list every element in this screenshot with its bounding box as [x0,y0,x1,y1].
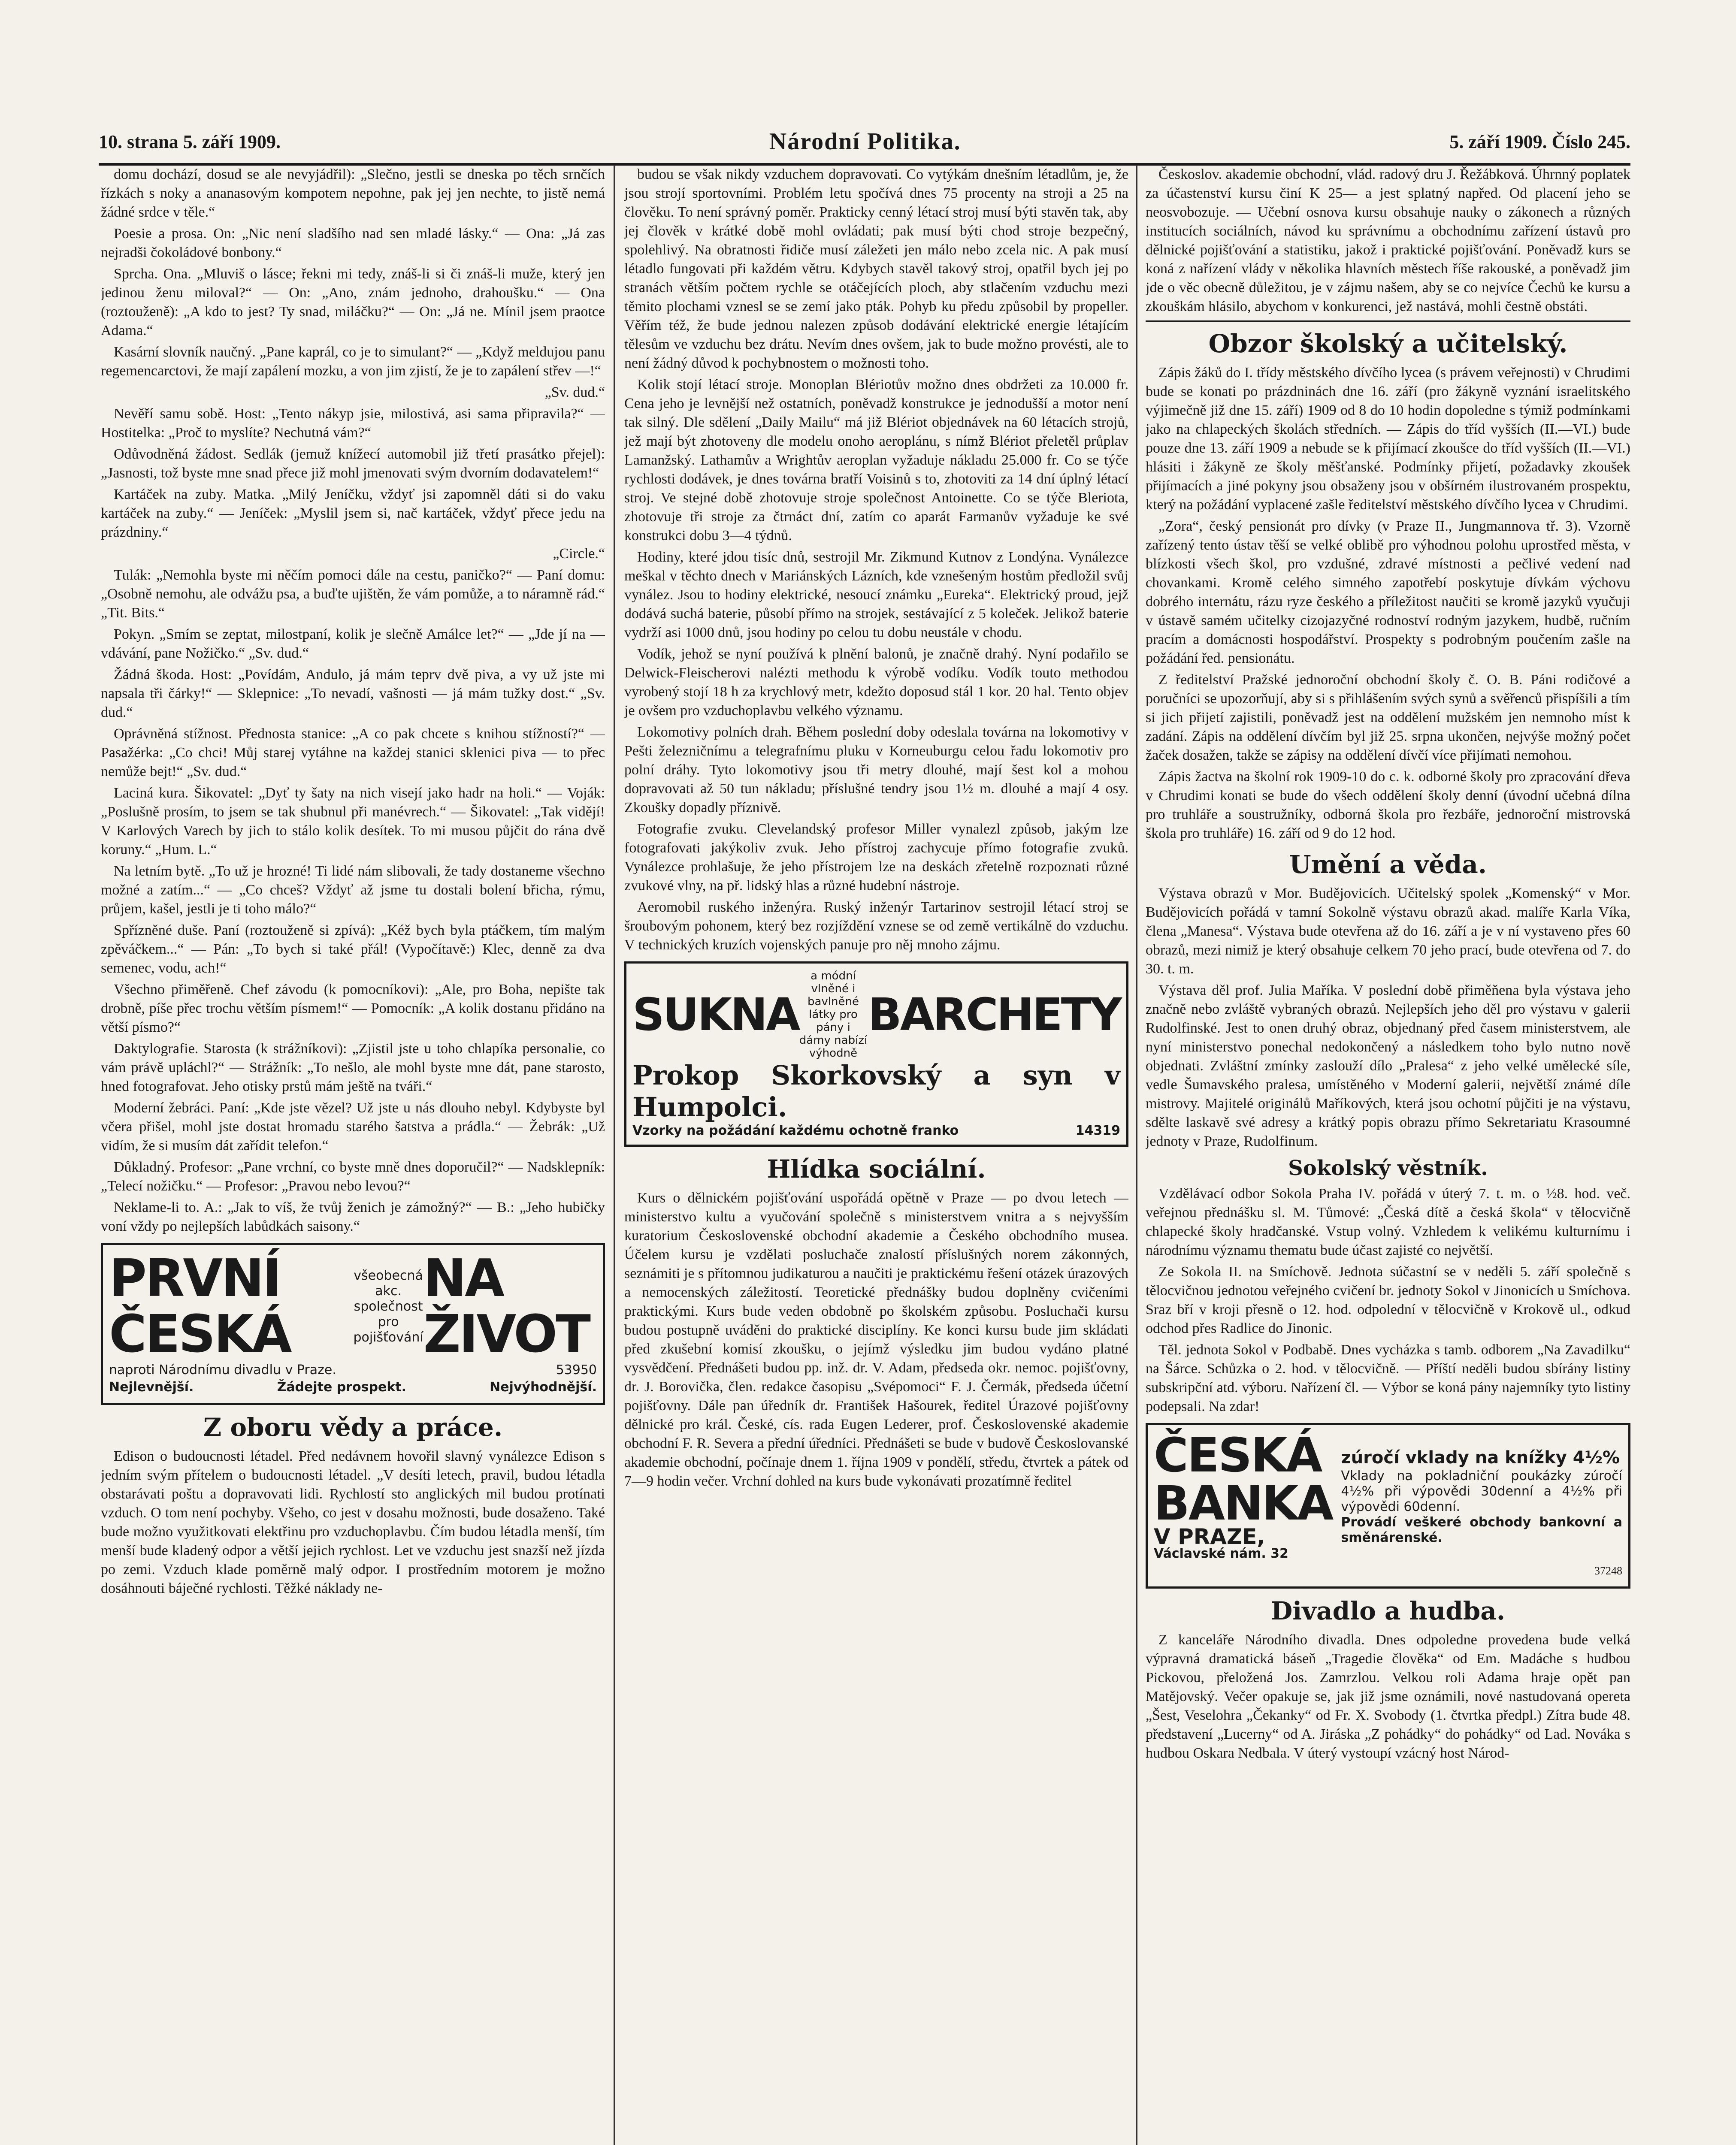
header-issue-right: 5. září 1909. Číslo 245. [1449,131,1630,152]
ad-number: 37248 [1594,1565,1622,1577]
section-title: Sokolský věstník. [1288,1156,1488,1180]
bank-advertisement [1146,1423,1630,1589]
article-paragraph: Důkladný. Profesor: „Pane vrchní, co byste mně dnes doporučil?“ — Nadsklepník: „Telecí nožičku.“ — Profesor: „Pravou nebo levou?“ [101,1159,605,1194]
ad-headline-right: BARCHETY [868,988,1120,1041]
article-paragraph: Zápis žáků do I. třídy městského dívčího lycea (s právem veřejnosti) v Chrudimi bude se konati po prázdninách dne 16. září (pro žákyně vyznání israelitského výjimečně již dne 15. září) 1909 od 8 do 10 hodin dopoledne s týmiž podmínkami jako na chlapeckých školách středních. — Zápis do tříd vyšších (II.—VI.) bude pouze dne 13. září 1909 a nebude se k přijímací zkoušce do tříd vyšších (II.—VI.) hlásiti i žákyně ze školy měšťanské. Podmínky přijetí, požadavky zkoušek přijímacích a jiné pokyny jsou obsaženy jsou v obšírném ilustrovaném prospektu, který na požádání vyplacené zašle ředitelství městského dívčího lycea v Chrudimi. [1146,365,1630,513]
article-paragraph: Kasární slovník naučný. „Pane kaprál, co je to simulant?“ — „Když meldujou panu regemencarctovi, že mají zapálení mozku, a von jim zjistí, že je to zapálení střev —!“ [101,344,605,379]
article-paragraph: domu dochází, dosud se ale nevyjádřil): „Slečno, jestli se dneska po těch srnčích řízkách s noky a ananasovým kompotem nepohne, pak jej jen nechte, to jistě nemá žádné srdce v těle.“ [101,166,605,220]
article-paragraph: Výstava děl prof. Julia Maříka. V poslední době přiměňena byla výstava jeho značně nebo zvláště vybraných obrazů. Nejlepších jeho děl pro výstavu v galerii Rudolfinské. Jest to onen druhý obraz, objednaný před časem ministerstvem, ale nyní ministerstvo ponechal nedokončený a následkem toho bylo nutno nově objednati. Zvláštní zmínky zaslouží dílo „Pralesa“ z jeho velké umělecké síle, vedle Šumavského pralesa, umístěného v Moderní galerii, největší známé díle mistrovy. Majitelé originálů Maříkových, která jsou ochotní půjčiti je na výstavu, sdělte laskavě své adresy a krátký popis obrazu přímo Sekretariatu Krasoumné jednoty v Praze, Rudolfinum. [1146,982,1630,1149]
article-paragraph: Daktylografie. Starosta (k strážníkovi): „Zjistil jste u toho chlapíka personalie, co vám právě upláchl?“ — Strážník: „To nešlo, ale mohl byste mne dát, pane starosto, hned fotografovat. Jeho otisky prstů mám ještě na tváři.“ [101,1041,605,1094]
column-3 [1146,165,1630,2145]
article-paragraph: Výstava obrazů v Mor. Budějovicích. Učitelský spolek „Komenský“ v Mor. Budějovicích pořádá v tamní Sokolně výstavu obrazů akad. malíře Karla Víka, člena „Manesa“. Výstava bude otevřena až do 16. září a je v ní vystaveno přes 60 obrazů, mezi nimiž je který obsahuje celkem 70 jeho prací, bude otevřena od 7. do 30. t. m. [1146,885,1630,977]
section-title: Z oboru vědy a práce. [203,1413,503,1442]
article-paragraph: Na letním bytě. „To už je hrozné! Ti lidé nám slibovali, že tady dostaneme všechno možné a zatím...“ — „Co chceš? Vždyť až jsme tu dostali bolení břicha, rýmu, průjem, kašel, jestli je ti toho málo?“ [101,863,605,917]
ad-slogan: Nejvýhodnější. [490,1380,597,1395]
article-paragraph: „Zora“, český pensionát pro dívky (v Praze II., Jungmannova tř. 3). Vzorně zařízený tento ústav těší se velké oblibě pro výhodnou polohu uprostřed města, v blízkosti všech škol, pro vzdušné, zdravé místnosti a pečlivé vedení nad chovankami. Kromě celého simného zapotřebí poskytuje dívkám výchovu dobrého internátu, rázu ryze českého a příležitost naučiti se kromě jazyků vyučuji v ústavě samém učitelky cizojazyčné rodnoství rodným jazykem, hudbě, ručním pracím a domácnosti hospodářství. Prospekty s podrobným poučením zašle na požádání řed. pensionátu. [1146,518,1630,666]
article-paragraph: Kartáček na zuby. Matka. „Milý Jeníčku, vždyť jsi zapomněl dáti si do vaku kartáček na zuby.“ — Jeníček: „Myslil jsem si, nač kartáček, vždyť přece jedu na prázdniny.“ [101,486,605,540]
insurance-advertisement [101,1243,605,1405]
article-paragraph: budou se však nikdy vzduchem dopravovati. Co vytýkám dnešním létadlům, je, že jsou strojí sportovními. Problém letu spočívá dnes 75 procenty na stroji a 25 na člověku. To není správný poměr. Prakticky cenný létací stroj musí býti stavěn tak, aby jej člověk v krátké době mohl ovládati; pak musí býti chod stroje bezpečný, spolehlivý. Na obratnosti řidiče musí záležeti jen málo nebo zcela nic. A pak musí létadlo fungovati při každém větru. Kdybych stavěl takový stroj, opatřil bych jej po stranách větším počtem rychle se otáčejících ploch, aby stlačením vzduchu mezi těmito plochami vznesl se se zemí jako pták. Pohyb ku předu způsobil by propeller. Věřím též, že bude jednou nalezen způsob dodávání elektrické energie létajícím tělesům ve vzduchu bez drátu. Nevím dnes ovšem, jak to bude možno provésti, ale to není žádný důvod k pochybnostem o možnosti toho. [624,166,1128,371]
article-paragraph: Zápis žactva na školní rok 1909-10 do c. k. odborné školy pro zpracování dřeva v Chrudimi konati se bude do všech oddělení školy denní (úvodní učebná dílna pro truhláře a soustružníky, odborná škola pro řezbáře, jednoroční mistrovská škola pro truhláře) 16. září od 9 do 12 hod. [1146,769,1630,841]
column-1 [101,165,605,2145]
bank-voucher-rates: Vklady na pokladniční poukázky zúročí 4½% při výpovědi 30denní a 4½% při výpovědi 60denní. [1341,1468,1622,1514]
article-paragraph: Nevěří samu sobě. Host: „Tento nákyp jsie, milostivá, asi sama připravila?“ — Hostitelka: „Proč to myslíte? Nechutná vám?“ [101,406,605,441]
section-title: Obzor školský a učitelský. [1208,329,1568,358]
ad-slogan: Žádejte prospekt. [277,1380,407,1395]
bank-deposit-rate: zúročí vklady na knížky 4½% [1341,1448,1620,1468]
article-paragraph: Lokomotivy polních drah. Během poslední doby odeslala továrna na lokomotivy v Pešti železničnímu a telegrafnímu pluku v Korneuburgu celou řadu lokomotiv pro polní dráhy. Tyto lokomotivy jsou tři metry dlouhé, mají šest kol a mohou dopravovati až 50 tun nákladu; příslušné tendry jsou 1½ m. dlouhé a mají 4 osy. Zkoušky dopadly příznivě. [624,724,1128,816]
bank-services: Provádí veškeré obchody bankovní a směnárenské. [1341,1515,1622,1545]
article-paragraph: Pokyn. „Smím se zeptat, milostpaní, kolik je slečně Amálce let?“ — „Jde jí na — vdávání, pane Nožičko.“ „Sv. dud.“ [101,626,605,661]
bank-city: V PRAZE, [1154,1524,1265,1549]
article-paragraph: Žádná škoda. Host: „Povídám, Andulo, já mám teprv dvě piva, a vy už jste mi napsala tři čárky!“ — Sklepnice: „To nevadí, vašnosti — já mám tužky dost.“ „Sv. dud.“ [101,667,605,720]
ad-number: 14319 [1075,1123,1120,1138]
section-title: Divadlo a hudba. [1270,1596,1506,1625]
article-source: „Circle.“ [553,546,605,562]
article-paragraph: Z ředitelství Pražské jednoroční obchodní školy č. O. B. Páni rodičové a poručníci se upozorňují, aby si s přihlášením svých synů a svěřenců přispíšili a tím si jich přijetí zajistili, poněvadž jest na oddělení mužském jen nemnoho míst k zadání. Zápis na oddělení dívčím byl již 25. srpna ukončen, nejvýše možný počet žaček dosažen, takže se zápisy na oddělení dívčí více přijímati nemohou. [1146,672,1630,763]
section-title: Umění a věda. [1289,850,1487,879]
column-divider [1136,165,1137,2145]
article-paragraph: Fotografie zvuku. Clevelandský profesor Miller vynalezl způsob, jakým lze fotografovati jakýkoliv zvuk. Jeho přístroj zachycuje přímo fotografie zvuků. Vynálezce prohlašuje, že jeho přístrojem lze na deskách zřetelně rozpoznati různé zvukové vlny, na př. lidský hlas a různé hudební nástroje. [624,821,1128,894]
ad-headline-right: NA ŽIVOT [423,1249,590,1364]
textile-advertisement [624,961,1128,1147]
ad-number: 53950 [556,1363,597,1378]
article-paragraph: Vodík, jehož se nyní používá k plnění balonů, je značně drahý. Nyní podařilo se Delwick-Fleischerovi nalézti methodu k výrobě vodíku. Vodík touto methodou vyrobený stojí 18 h za krychlový metr, kdežto doposud stál 1 kor. 20 hal. Tento objev je ovšem pro vzduchoplavbu velkého významu. [624,646,1128,719]
article-paragraph: Poesie a prosa. On: „Nic není sladšího nad sen mladé lásky.“ — Ona: „Já zas nejradši čokoládové bonbony.“ [101,226,605,260]
section-title: Hlídka sociální. [767,1154,986,1184]
article-paragraph: Moderní žebráci. Paní: „Kde jste vězel? Už jste u nás dlouho nebyl. Kdybyste byl včera přišel, mohl jste dostat hromadu starého šatstva a prádla.“ — Žebrák: „Už vidím, že si musím dát zařídit telefon.“ [101,1100,605,1154]
article-paragraph: Edison o budoucnosti létadel. Před nedávnem hovořil slavný vynálezce Edison s jedním svým přítelem o budoucnosti létadel. „V desíti letech, pravil, budou létadla obstarávati poštu a dopravovati lidi. Rychlostí sto anglických mil budou protínati vzduch. O tom není pochyby. Všeho, co jest v dosahu možnosti, bude dosaženo. Také bude možno využitkovati elektřinu pro vzduchoplavbu. Čím budou létadla menší, tím menší bude kladený odpor a větší jejich rychlost. Let ve vzduchu jest snazší než jízda po zemi. Vzduch klade poměrně malý odpor. I prostředním motorem je možno dosáhnouti báječné rychlosti. Těžké náklady ne- [101,1448,605,1596]
bank-address: Václavské nám. 32 [1154,1546,1288,1561]
article-paragraph: Spřízněné duše. Paní (roztouženě si zpívá): „Kéž bych byla ptáčkem, tím malým zpěváčkem...“ — Pán: „To bych si také přál! (Vypočítavě:) Klec, denně za dva semenec, vodu, ach!“ [101,922,605,976]
article-paragraph: Hodiny, které jdou tisíc dnů, sestrojil Mr. Zikmund Kutnov z Londýna. Vynálezce meškal v těchto dnech v Mariánských Lázních, kde vznešeným hostům předložil svůj vynález. Jsou to hodiny elektrické, nesoucí známku „Eureka“. Elektrický proud, jejž dodává suchá baterie, působí přímo na strojek, sestávající z 5 koleček. Jelikož baterie vydrží asi 1000 dnů, jsou hodiny po celou tu dobu neustále v chodu. [624,549,1128,640]
article-paragraph: Vzdělávací odbor Sokola Praha IV. pořádá v úterý 7. t. m. o ½8. hod. več. veřejnou přednášku sl. M. Tůmové: „Česká dítě a česká škola“ v tělocvičně chlapecké školy hradčanské. Vstup volný. Vzhledem k velikému kulturnímu i národnímu významu thematu bude účast zajisté co největší. [1146,1186,1630,1258]
ad-address: naproti Národnímu divadlu v Praze. [109,1363,336,1378]
article-paragraph: Aeromobil ruského inženýra. Ruský inženýr Tartarinov sestrojil létací stroj se šroubovým pohonem, který bez rozjíždění vznese se od země vertikálně do vzduchu. V technických kruzích vojenských panuje pro něj mnoho zájmu. [624,899,1128,953]
column-divider [614,165,615,2145]
article-paragraph: Všechno přiměřeně. Chef závodu (k pomocníkovi): „Ale, pro Boha, nepište tak drobně, píše přec trochu větším písmem!“ — Pomocník: „A kolik dostanu přidáno na větší písmo?“ [101,982,605,1035]
article-source: „Sv. dud.“ [544,384,605,400]
ad-company-type: všeobecná akc. společnost pro pojišťování [353,1268,423,1345]
article-paragraph: Oprávněná stížnost. Přednosta stanice: „A co pak chcete s knihou stížností?“ — Pasažérka: „Co chci! Můj starej vytáhne na každej stanici sklenici piva — to přec nemůže bejt!“ „Sv. dud.“ [101,726,605,779]
article-paragraph: Ze Sokola II. na Smíchově. Jednota súčastní se v neděli 5. září společně s tělocvičnou jednotou veřejného cvičení br. jednoty Sokol v Jinonicích u Smíchova. Sraz bří v kroji přesně o 12. hod. odpolední v tělocvičně v Krokově ul., odkud odchod přes Radlice do Jinonic. [1146,1264,1630,1336]
article-paragraph: Sprcha. Ona. „Mluviš o lásce; řekni mi tedy, znáš-li si či znáš-li muže, který jen jedinou ženu miloval?“ — On: „Ano, znám jednoho, drahoušku.“ — Ona (roztouženě): „A kdo to jest? Ty snad, miláčku?“ — On: „Já ne. Mínil jsem praotce Adama.“ [101,266,605,338]
article-paragraph: Neklame-li to. A.: „Jak to víš, že tvůj ženich je zámožný?“ — B.: „Jeho hubičky voní vždy po nejlepších labůdkách saisony.“ [101,1199,605,1234]
ad-headline-left: PRVNÍ ČESKÁ [109,1249,290,1364]
ad-slogan: Nejlevnější. [109,1380,194,1395]
newspaper-title: Národní Politika. [769,128,961,155]
article-paragraph: Kolik stojí létací stroje. Monoplan Blériotův možno dnes obdržeti za 10.000 fr. Cena jeho je levnější než ostatních, poněvadž konstrukce je jednodušší a motor není tak silný. Dle sdělení „Daily Mailu“ má již Blériot objednávek na 60 létacích strojů, jež mají být zhotoveny dle modelu onoho aeroplánu, s nímž Blériot přeletěl průplav Lamanžský. Lathamův a Wrightův aeroplan vyžaduje nákladu 25.000 fr. Co se týče rychlosti dodávek, je dnes továrna bratří Voisinů s to, zhotoviti za 14 dní úplný létací stroj. Ve stejné době zhotovuje stroje společnost Antoinette. Co se týče Bleriota, zhotovuje tři stroje za čtrnáct dní, zatím co aparát Farmanův vyžaduje ke své konstrukci dobu 3—4 týdnů. [624,377,1128,544]
article-paragraph: Těl. jednota Sokol v Podbabě. Dnes vycházka s tamb. odborem „Na Zavadilku“ na Šárce. Schůzka o 2. hod. v tělocvičně. — Příští neděli budou sbírány listiny subskripční atd. výboru. Nařízení čl. — Výbor se koná pány najemníky tyto listiny podepsali. Na zdar! [1146,1342,1630,1414]
article-paragraph: Kurs o dělnickém pojišťování uspořádá opětně v Praze — po dvou letech — ministerstvo kultu a vyučování společně s ministerstvem vnitra a s nejvyšším kuratorium Československé obchodní akademie a Českého obchodního musea. Účelem kursu je vzdělati posluchače znalostí příslušných norem zákonných, seznámiti je s přítomnou judikaturou a naučiti je praktickému řešení otázek úrazových a nemocenských záležitostí. Teoretické přednášky budou doplněny cvičeními praktickými. Kurs bude veden obdobně po školském způsobu. Posluchači kursu budou postupně uváděni do praktické disciplíny. Ke konci kursu bude jim skládati před zkušební komisí zkoušku, o jejímž výsledku jim budou vydáno platné vysvědčení. Přednášeti budou pp. inž. dr. V. Adam, předseda okr. nemoc. pojišťovny, dr. J. Borovička, člen. redakce časopisu „Svépomoci“ F. J. Čermák, předseda účetní pojišťovny. Dále pan úředník dr. František Hašourek, ředitel Úrazové pojišťovny dělnické pro král. České, cís. rada Eugen Lederer, prof. Československé akademie obchodní F. R. Severa a přední úředníci. Přednášeti se bude v budově Českoslovanské akademie obchodní, počínaje dnem 1. října 1909 v pondělí, středu, čtvrtek a pátek od 7—9 hodin večer. Vrchní dohled na kurs bude vykonávati prozatímně ředitel [624,1190,1128,1489]
header-date-left: 10. strana 5. září 1909. [99,131,281,152]
article-paragraph: Českoslov. akademie obchodní, vlád. radový dru J. Řežábková. Úhrnný poplatek za účastenství kursu činí K 25— a jest splatný napřed. Od placení jeho se neosvobozuje. — Učební osnova kursu obsahuje nauky o zákonech a různých institucích sociálních, návod ku správnímu a obchodnímu zařízení ústavů pro dělnické pojišťování a statistiku, jakož i praktické pojišťování. Poněvadž kurs se koná z nařízení vlády v několika hlavních městech říše rakouské, a poněvadž jim jde o věc obecně důležitou, je v zájmu našem, aby se co nejvíce Čechů ke kursu a zkouškám hlásilo, abychom v konkurenci, jež nastává, mohli čestně obstáti. [1146,166,1630,314]
article-paragraph: Odůvodněná žádost. Sedlák (jemuž knížecí automobil již třetí prasátko přejel): „Jasnosti, tož byste mne snad přece již mohl jmenovati svým dvorním dodavatelem!“ [101,446,605,481]
section-divider [1146,320,1630,322]
ad-firm-name: Prokop Skorkovský a syn v Humpolci. [632,1060,1120,1123]
article-paragraph: Z kanceláře Národního divadla. Dnes odpoledne provedena bude velká výpravná dramatická báseň „Tragedie člověka“ od Em. Madáche s hudbou Pickovou, přeložená Jos. Zamrzlou. Velkou roli Adama hraje opět pan Matějovský. Večer opakuje se, jak již jsme oznámili, nové nastudovaná opereta „Šest, Veselohra „Čekanky“ od Fr. X. Svobody (1. čtvrtka předpl.) Zítra bude 48. představení „Lucerny“ od A. Jiráska „Z pohádky“ do pohádky“ od Lad. Nováka s hudbou Oskara Nedbala. V úterý vystoupí vzácný host Národ- [1146,1632,1630,1761]
bank-name-line1: ČESKÁ [1154,1428,1322,1483]
ad-goods-description: a módní vlněné i bavlněné látky pro pány i dámy nabízí výhodně [799,970,868,1060]
bank-name-line2: BANKA [1154,1476,1333,1531]
page-header [99,120,1630,166]
article-paragraph: Tulák: „Nemohla byste mi něčím pomoci dále na cestu, paničko?“ — Paní domu: „Osobně nemohu, ale odvážu psa, a buďte ujištěn, že vám pomůže, a to náramně rád.“ „Tit. Bits.“ [101,567,605,621]
article-paragraph: Laciná kura. Šikovatel: „Dyť ty šaty na nich visejí jako hadr na holi.“ — Voják: „Poslušně prosím, to jsem se tak shubnul při manévrech.“ — Šikovatel: „Tak vidějí! V Karlových Varech by jich to stálo kolik desítek. To mi musou půjčit do rána dvě koruny.“ „Hum. L.“ [101,785,605,858]
column-2 [624,165,1128,2145]
ad-headline-left: SUKNA [632,988,799,1041]
ad-note: Vzorky na požádání každému ochotně franko [632,1123,959,1138]
